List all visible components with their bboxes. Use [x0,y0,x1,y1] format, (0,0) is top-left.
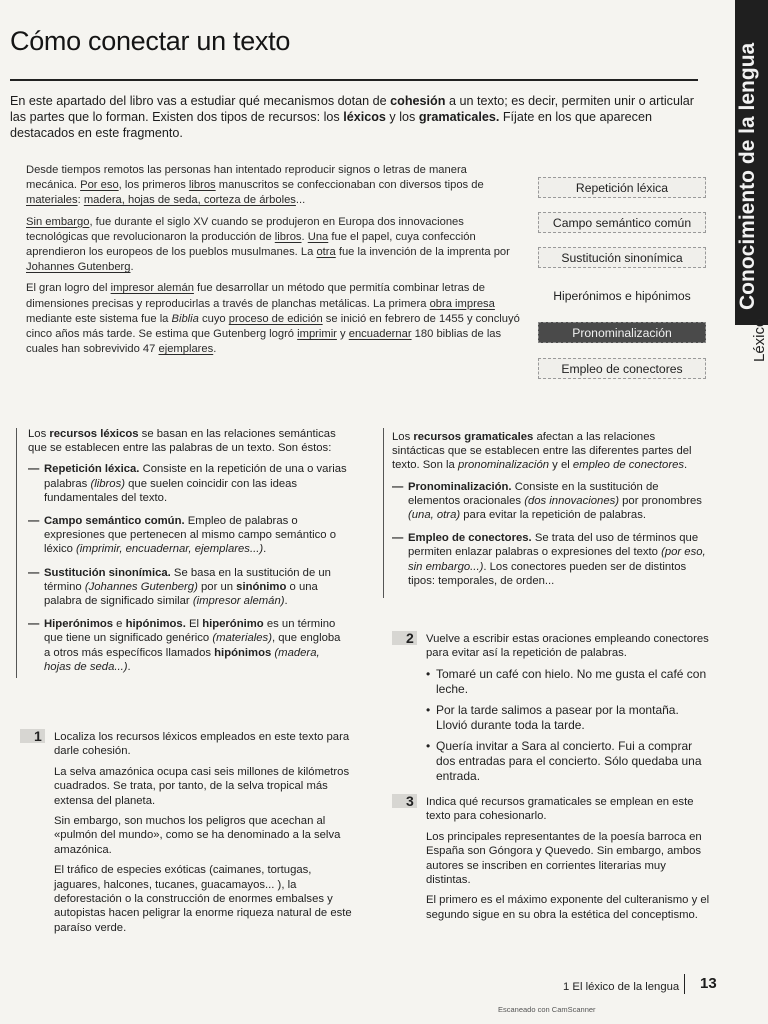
intro-text: Fíjate en los que aparecen destacados en este fragmento. [10,110,652,140]
prompt-text: Localiza los recursos léxicos empleados en este texto para darle cohesión. [54,731,350,758]
highlighted-word: materiales [26,194,78,207]
grammatical-resources-section [392,430,707,597]
intro-text: a un texto; es decir, permiten unir o articular las partes que lo forman. Existen dos tipos de recursos: los [10,94,694,124]
highlighted-word: libros [274,230,302,243]
text: Empleo de palabras o expresiones que pertenecen al mismo campo semántico o léxico [44,515,336,556]
definition-conectores [392,531,707,588]
text: Consiste en la sustitución de elementos oracionales [408,480,659,507]
spine-subtitle: Léxico [751,318,768,362]
text: . [301,230,308,243]
definition-repeticion [28,462,348,505]
highlighted-word: Por eso [80,179,119,192]
highlighted-word: ejemplares [158,343,214,356]
exercise-paragraph: La selva amazónica ocupa casi seis millones de kilómetros cuadrados. Se trata, por tanto, de la selva tropical más extensa del planeta. [54,765,350,807]
term: recursos gramaticales [413,431,534,443]
term: sinónimo [236,580,287,593]
highlighted-word: proceso de edición [228,312,323,325]
text: . [213,343,217,356]
intro-text: En este apartado del libro vas a estudiar qué mecanismos dotan de [10,94,391,108]
exercise-number: 2 [392,631,417,645]
exercise-1 [20,730,352,941]
text: El [185,618,203,631]
text: . [263,543,267,556]
term: Sustitución sinonímica. [44,566,171,579]
example: pronominalización [457,459,550,472]
text: Consiste en la repetición de una o varias palabras [44,463,347,490]
exercise-paragraph: El primero es el máximo exponente del culteranismo y el segundo sigue en su obra la estética del conceptismo. [426,894,710,921]
term: Pronominalización. [408,480,512,493]
text: mediante este sistema fue la [26,312,172,325]
prompt-text: Vuelve a escribir estas oraciones empleando conectores para evitar así la repetición de palabras. [426,633,709,660]
text: es un término que tiene un significado genérico [44,618,336,645]
example: (materiales) [212,632,272,645]
highlighted-word: Una [307,230,329,243]
text: que suelen coincidir con las ideas fundamentales del texto. [44,477,298,504]
text: , fue durante el siglo XV cuando se produjeron en Europa dos innovaciones tecnológicas que revolucionaron la producción de [26,215,464,243]
highlighted-word: libros [188,179,216,192]
title-rule [10,79,698,81]
text: e [113,618,126,631]
right-column-rule [383,428,384,598]
text: Los [392,431,414,443]
highlighted-word: Sin embargo [26,215,90,228]
exercise-number: 1 [20,729,45,743]
text: . [284,595,288,608]
italic-word: Biblia [171,312,199,325]
example: (dos innovaciones) [524,494,620,507]
sample-paragraph-2 [26,215,520,276]
marker-sustitucion-sinonimica: Sustitución sinonímica [538,247,706,268]
text: y el [549,459,573,472]
highlighted-word: imprimir [297,328,337,341]
highlighted-word: otra [316,246,336,259]
marker-hiperonimos: Hiperónimos e hipónimos [553,288,691,303]
definition-campo-semantico [28,514,348,557]
exercise-prompt [392,795,712,824]
text: fue desarrollar un método que permitía combinar letras de dimensiones precisas y reproducirlas a través de planchas metálicas. La primera [26,282,485,310]
term: hipónimos. [125,618,186,631]
example: (una, otra) [408,509,461,522]
term: hipónimos [214,646,272,659]
exercise-paragraph: Sin embargo, son muchos los peligros que acechan al «pulmón del mundo», como se ha denominado a la selva amazónica. [54,815,341,856]
exercise-2 [392,632,712,790]
footer-divider [684,974,685,994]
marker-pronominalizacion: Pronominalización [538,322,706,343]
intro-bold: cohesión [390,94,446,108]
example: (Johannes Gutenberg) [84,580,198,593]
exercise-prompt [20,730,352,759]
example: (imprimir, encuadernar, ejemplares...) [76,543,264,556]
text: . [130,261,134,274]
text: . [684,459,688,472]
text: , los primeros [118,179,189,192]
page-title: Cómo conectar un texto [10,26,291,56]
sample-fragment [26,163,520,363]
exercise-sentence: • Quería invitar a Sara al concierto. Fui a comprar dos entradas para el concierto. Sólo quedaba una entrada. [426,739,712,784]
exercise-sentence: • Por la tarde salimos a pasear por la montaña. Llovió durante toda la tarde. [426,703,712,733]
term: Empleo de conectores. [408,532,532,545]
marker-repeticion-lexica: Repetición léxica [538,177,706,198]
text: . [127,660,131,673]
spine-title [736,278,746,310]
marker-empleo-conectores: Empleo de conectores [538,358,706,379]
text: fue el papel, cuya confección aprendieron los europeos de los pueblos musulmanes. La [26,230,476,259]
sample-paragraph-3 [26,281,520,357]
intro-bold: gramaticales. [418,110,500,124]
highlighted-word: Johannes Gutenberg [26,261,131,274]
exercise-paragraph: Los principales representantes de la poesía barroca en España son Góngora y Quevedo. Sin embargo, ambos autores se inscriben en corrientes literarias muy distintas. [426,830,702,887]
text: : [77,194,84,207]
text: Desde tiempos remotos las personas han intentado reproducir signos o letras de manera mecánica. [26,164,467,192]
exercise-prompt [392,632,712,661]
text: Se trata del uso de términos que permiten enlazar palabras o expresiones del texto [408,532,699,559]
sample-paragraph-1 [26,163,520,209]
text: afectan a las relaciones sintácticas que se establecen entre las diferentes partes del texto. Son la [392,431,692,472]
text: para evitar la repetición de palabras. [460,509,647,522]
definition-pronominalizacion [392,480,707,523]
scanner-watermark: Escaneado con CamScanner [498,1005,596,1014]
text: se basan en las relaciones semánticas que se establecen entre las palabras de un texto. Son éstos: [28,428,336,455]
intro-text: y los [385,110,419,124]
example: (libros) [90,477,126,490]
text: por pronombres [619,494,702,507]
footer-section-title: 1 El léxico de la lengua [563,981,680,993]
term: Campo semántico común. [44,515,185,528]
exercise-paragraph: El tráfico de especies exóticas (caimanes, tortugas, jaguares, halcones, tucanes, guacamayos... ), la deforestación o la construcción de enormes embalses y autopistas hacen peligrar la enorme riqueza natural de este paraíso verde. [54,864,352,934]
definition-sustitucion [28,566,348,609]
text: , que engloba a otros más específicos llamados [44,632,341,659]
text: y [336,328,349,341]
text: o una palabra de significado similar [44,580,318,608]
highlighted-word: madera, hojas de seda, corteza de árboles [83,194,296,207]
exercise-sentence: • Tomaré un café con hielo. No me gusta el café con leche. [426,667,712,697]
prompt-text: Indica qué recursos gramaticales se emplean en este texto para cohesionarlo. [426,796,694,823]
term: Hiperónimos [44,618,114,631]
text: por un [197,580,237,593]
text: cuyo [198,312,229,325]
highlighted-word: impresor alemán [110,282,194,295]
exercise-3 [392,795,712,928]
definition-hiperonimos [28,617,348,674]
section-intro [392,430,707,473]
text: . Los conectores pueden ser de distintos tipos: temporales, de orden... [408,560,687,587]
text: 180 biblias de las cuales han sobrevivido 47 [26,328,502,356]
example: empleo de conectores [572,459,685,472]
marker-campo-semantico: Campo semántico común [538,212,706,233]
text: Se basa en la sustitución de un término [44,566,331,593]
text: fue la invención de la imprenta por [335,246,510,259]
lexical-resources-section [28,427,348,683]
highlighted-word: encuadernar [348,328,412,341]
intro-paragraph [10,93,700,141]
highlighted-word: obra impresa [429,297,495,310]
text: ... [295,194,306,207]
intro-bold: léxicos [343,110,386,124]
text: manuscritos se confeccionaban con diversos tipos de [215,179,484,192]
term: recursos léxicos [49,428,139,440]
page-number: 13 [700,975,717,992]
text: El gran logro del [26,282,111,295]
example: (por eso, sin embargo...) [408,546,706,573]
exercise-number: 3 [392,794,417,808]
term: Repetición léxica. [44,463,140,476]
text: Los [28,428,50,440]
term: hiperónimo [202,618,264,631]
left-column-rule [16,428,17,678]
text: se inició en febrero de 1455 y concluyó cinco años más tarde. Se estima que Gutenberg logró [26,312,520,341]
example: (impresor alemán) [192,595,285,608]
example: (madera, hojas de seda...) [44,646,320,673]
section-intro [28,427,348,455]
